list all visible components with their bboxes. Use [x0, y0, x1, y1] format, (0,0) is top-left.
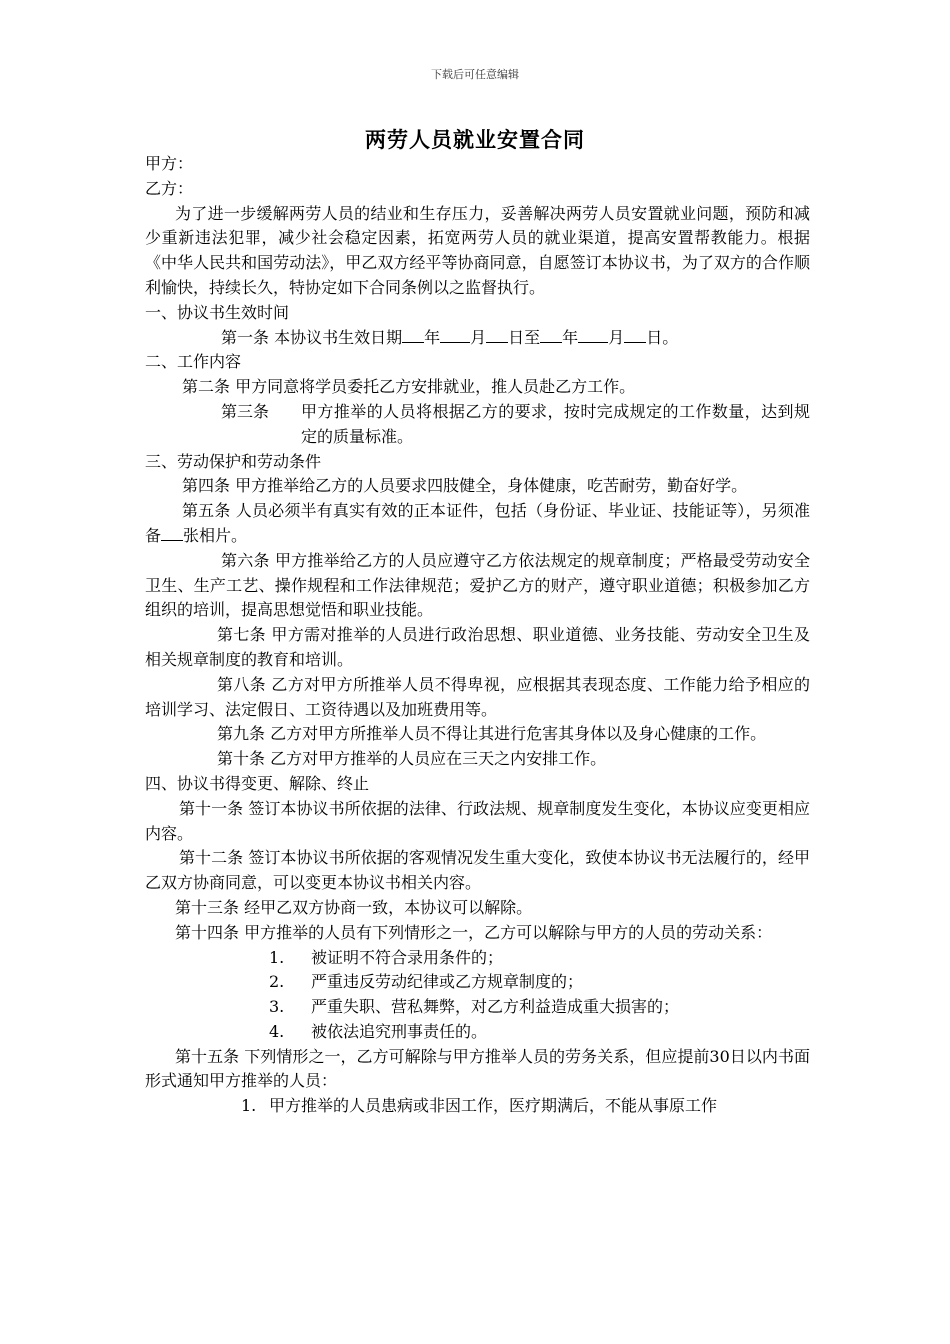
article-3-label: 第三条 — [221, 401, 270, 421]
blank-day-start — [486, 326, 508, 343]
list-number: 2. — [269, 972, 285, 992]
blank-year-start — [402, 326, 424, 343]
list-item — [269, 970, 810, 995]
list-text: 被证明不符合录用条件的； — [311, 947, 504, 967]
article-15-list — [145, 1094, 810, 1119]
blank-month-start — [440, 326, 470, 343]
article-14-list — [145, 946, 810, 1045]
section-heading-1: 一、协议书生效时间 — [145, 302, 290, 322]
article-10: 第十条 乙方对甲方推举的人员应在三天之内安排工作。 — [217, 749, 607, 769]
article-1-label: 第一条 — [221, 327, 270, 347]
month-label: 月 — [470, 327, 487, 347]
list-text: 甲方推举的人员患病或非因工作，医疗期满后，不能从事原工作 — [269, 1096, 718, 1116]
blank-month-end — [578, 326, 608, 343]
blank-photo-count — [161, 524, 183, 541]
party-a: 甲方： — [145, 154, 194, 173]
article-7: 第七条 甲方需对推举的人员进行政治思想、职业道德、业务技能、劳动安全卫生及相关规章制度的教育和培训。 — [145, 625, 810, 669]
article-3-text: 甲方推举的人员将根据乙方的要求，按时完成规定的工作数量，达到规定的质量标准。 — [301, 401, 810, 446]
list-item — [269, 1020, 810, 1045]
list-number: 4. — [269, 1021, 285, 1041]
article-12: 第十二条 签订本协议书所依据的客观情况发生重大变化，致使本协议书无法履行的，经甲乙双方协商同意，可以变更本协议书相关内容。 — [145, 848, 810, 893]
article-13: 第十三条 经甲乙双方协商一致，本协议可以解除。 — [175, 897, 533, 917]
list-item — [241, 1094, 810, 1119]
article-14: 第十四条 甲方推举的人员有下列情形之一，乙方可以解除与甲方的人员的劳动关系： — [175, 922, 773, 942]
document-body — [145, 152, 810, 1119]
list-number: 3. — [269, 997, 285, 1017]
list-item — [269, 995, 810, 1020]
article-1 — [145, 326, 810, 351]
list-number: 1. — [269, 947, 285, 967]
list-text: 被依法追究刑事责任的。 — [311, 1021, 488, 1041]
day-to-label: 日至 — [508, 327, 541, 347]
article-15: 第十五条 下列情形之一，乙方可解除与甲方推举人员的劳务关系，但应提前30日以内书面形式通知甲方推举的人员： — [145, 1046, 810, 1091]
article-1-text: 本协议书生效日期 — [274, 327, 403, 347]
header-note: 下载后可任意编辑 — [431, 68, 519, 81]
list-number: 1. — [241, 1096, 257, 1116]
blank-year-end — [540, 326, 562, 343]
article-9: 第九条 乙方对甲方所推举人员不得让其进行危害其身体以及身心健康的工作。 — [217, 724, 767, 744]
article-2: 第二条 甲方同意将学员委托乙方安排就业，推人员赴乙方工作。 — [182, 377, 636, 397]
section-heading-2: 二、工作内容 — [145, 352, 242, 372]
article-6: 第六条 甲方推举给乙方的人员应遵守乙方依法规定的规章制度；严格最受劳动安全卫生、生产工艺、操作规程和工作法律规范；爱护乙方的财产，遵守职业道德；积极参加乙方组织的培训，提高思想觉悟和职业技能。 — [145, 550, 810, 620]
month-end-label: 月 — [608, 327, 625, 347]
party-b: 乙方： — [145, 178, 194, 198]
article-5-text: 第五条 人员必须半有真实有效的正本证件，包括（身份证、毕业证、技能证等），另须准备 — [145, 501, 810, 545]
section-heading-3: 三、劳动保护和劳动条件 — [145, 451, 322, 471]
year-end-label: 年 — [562, 327, 579, 347]
article-11: 第十一条 签订本协议书所依据的法律、行政法规、规章制度发生变化，本协议应变更相应内容。 — [145, 798, 810, 843]
intro-paragraph: 为了进一步缓解两劳人员的结业和生存压力，妥善解决两劳人员安置就业问题，预防和减少重新违法犯罪，减少社会稳定因素，拓宽两劳人员的就业渠道，提高安置帮教能力。根据《中华人民共和国劳动法》，甲乙双方经平等协商同意，自愿签订本协议书，为了双方的合作顺利愉快，持续长久，特协定如下合同条例以之监督执行。 — [145, 203, 810, 297]
year-label: 年 — [424, 327, 441, 347]
document-title: 两劳人员就业安置合同 — [365, 127, 585, 152]
article-3 — [145, 400, 810, 450]
article-8: 第八条 乙方对甲方所推举人员不得卑视，应根据其表现态度、工作能力给予相应的培训学习、法定假日、工资待遇以及加班费用等。 — [145, 674, 810, 719]
list-text: 严重失职、营私舞弊，对乙方利益造成重大损害的； — [311, 997, 680, 1017]
article-4: 第四条 甲方推举给乙方的人员要求四肢健全，身体健康，吃苦耐劳，勤奋好学。 — [182, 476, 748, 496]
article-5 — [145, 499, 810, 549]
list-text: 严重违反劳动纪律或乙方规章制度的； — [311, 972, 584, 992]
article-5-text-end: 张相片。 — [183, 525, 248, 545]
list-item — [269, 946, 810, 971]
section-heading-4: 四、协议书得变更、解除、终止 — [145, 773, 370, 793]
blank-day-end — [624, 326, 646, 343]
day-end-label: 日。 — [646, 327, 679, 347]
